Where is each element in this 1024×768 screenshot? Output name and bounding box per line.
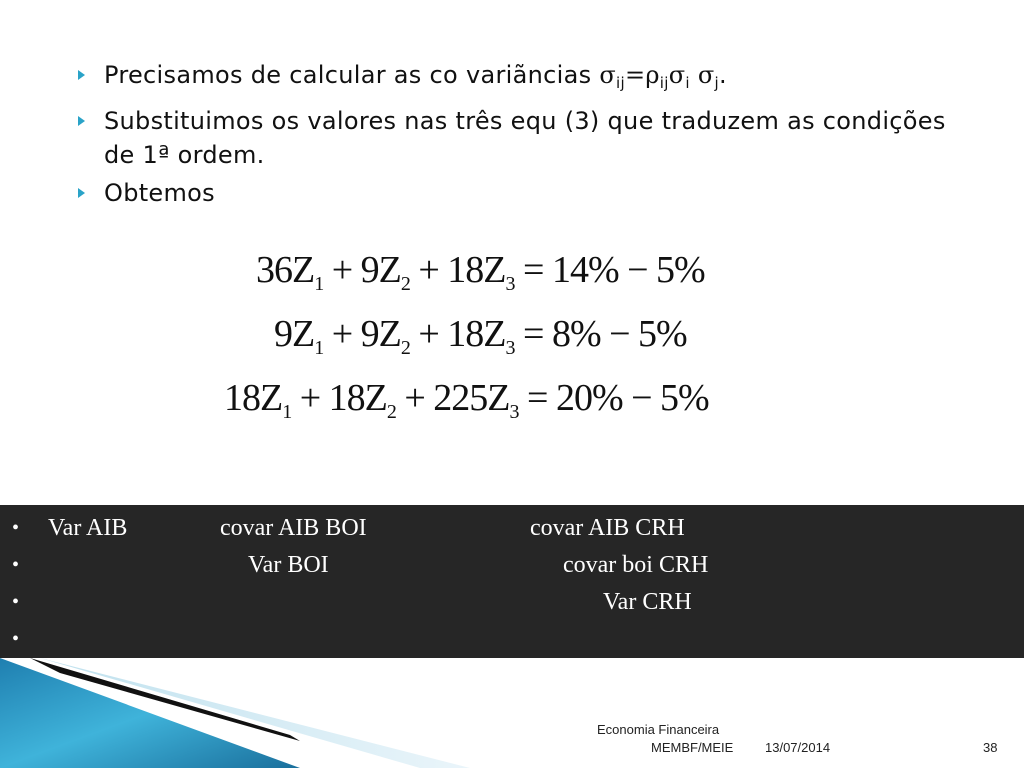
rho-symbol: ρ — [645, 61, 660, 89]
subscript: 1 — [282, 401, 292, 423]
subscript-ij: ij — [616, 74, 625, 92]
term: + 9Z — [323, 249, 401, 291]
covariance-matrix-band — [0, 505, 1024, 658]
footer-swoosh-graphic — [0, 655, 1024, 768]
space — [690, 61, 698, 89]
covar-aib-crh: covar AIB CRH — [530, 515, 685, 541]
triangle-bullet-icon — [78, 188, 85, 198]
bullet-list — [78, 58, 978, 214]
equals-symbol: = — [624, 61, 646, 89]
subscript: 3 — [509, 401, 519, 423]
covar-boi-crh: covar boi CRH — [563, 552, 709, 578]
equation-3 — [224, 376, 709, 424]
subscript: 3 — [505, 273, 515, 295]
subscript: 1 — [314, 337, 324, 359]
subscript: 1 — [314, 273, 324, 295]
subscript: 3 — [505, 337, 515, 359]
sigma-symbol: σ — [599, 61, 617, 89]
footer-course-code: MEMBF/MEIE — [651, 740, 734, 755]
bullet-item-obtemos — [78, 176, 978, 210]
triangle-bullet-icon — [78, 116, 85, 126]
subscript-i: i — [685, 74, 690, 92]
bullet-dot: • — [12, 554, 20, 576]
term: 36Z — [256, 249, 315, 291]
bullet-item-covariances — [78, 58, 978, 100]
subscript: 2 — [400, 273, 410, 295]
sigma-j-symbol: σ — [697, 61, 715, 89]
period: . — [718, 61, 727, 89]
equation-1 — [256, 248, 705, 296]
var-aib: Var AIB — [48, 515, 128, 541]
bullet-text: Precisamos de calcular as co variãncias — [104, 61, 600, 89]
term: = 8% − 5% — [514, 313, 687, 355]
term: = 20% − 5% — [518, 377, 709, 419]
term: + 18Z — [409, 313, 506, 355]
bullet-item-substitution — [78, 104, 978, 172]
term: = 14% − 5% — [514, 249, 705, 291]
term: + 18Z — [409, 249, 506, 291]
var-boi: Var BOI — [248, 552, 329, 578]
term: + 225Z — [395, 377, 510, 419]
term: 18Z — [224, 377, 283, 419]
equation-2 — [274, 312, 687, 360]
term: 9Z — [274, 313, 315, 355]
triangle-bullet-icon — [78, 70, 85, 80]
footer-page-number: 38 — [983, 740, 998, 755]
subscript-ij-2: ij — [659, 74, 669, 92]
bullet-dot: • — [12, 591, 20, 613]
footer-course-title: Economia Financeira — [597, 722, 720, 737]
term: + 18Z — [291, 377, 387, 419]
bullet-dot: • — [12, 628, 20, 650]
term: + 9Z — [323, 313, 401, 355]
subscript: 2 — [400, 337, 410, 359]
subscript: 2 — [386, 401, 396, 423]
bullet-text: Obtemos — [104, 179, 215, 207]
covar-aib-boi: covar AIB BOI — [220, 515, 367, 541]
bullet-text: Substituimos os valores nas três equ (3) que traduzem as condições de 1ª ordem. — [104, 107, 946, 169]
subscript-j: j — [714, 74, 719, 92]
sigma-i-symbol: σ — [668, 61, 686, 89]
var-crh: Var CRH — [603, 589, 692, 615]
bullet-dot: • — [12, 517, 20, 539]
footer-date: 13/07/2014 — [765, 740, 831, 755]
